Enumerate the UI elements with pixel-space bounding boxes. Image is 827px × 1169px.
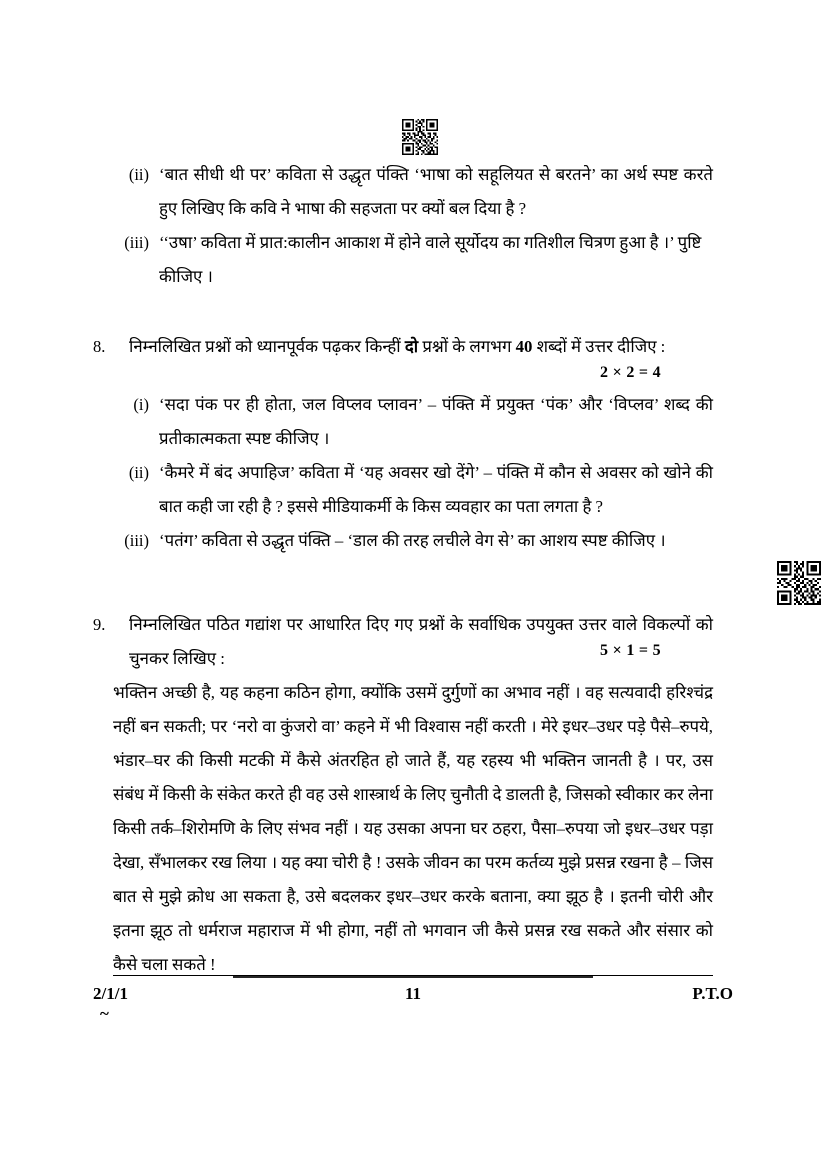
page-number: 11 (404, 984, 422, 1003)
paper-code: 2/1/1 (93, 984, 128, 1003)
question-7-item-ii (113, 158, 713, 226)
item-text-iii: ‘‘उषा’ कविता में प्रात:कालीन आकाश में होने वाले सूर्योदय का गतिशील चित्रण हुआ है ।’ पुष्टि कीजिए । (159, 233, 702, 286)
q8-stem-part1: निम्नलिखित प्रश्नों को ध्यानपूर्वक पढ़कर किन्हीं (129, 337, 405, 356)
question-8-marks: 2 × 2 = 4 (600, 364, 661, 381)
question-8-item-i-text: ‘सदा पंक पर ही होता, जल विप्लव प्लावन’ – पंक्ति में प्रयुक्त ‘पंक’ और ‘विप्लव’ शब्द की प्रतीकात्मकता स्पष्ट कीजिए । (159, 395, 713, 448)
question-9-passage (113, 676, 713, 982)
question-8-item-i (113, 388, 713, 456)
question-number-8: 8. (93, 337, 106, 356)
footer-tilde-mark: ~ (100, 1004, 109, 1023)
question-8-item-iii-text: ‘पतंग’ कविता से उद्धृत पंक्ति – ‘डाल की तरह लचीले वेग से’ का आशय स्पष्ट कीजिए । (159, 531, 666, 550)
passage-text: भक्तिन अच्छी है, यह कहना कठिन होगा, क्योंकि उसमें दुर्गुणों का अभाव नहीं । वह सत्यवादी हरिश्चंद्र नहीं बन सकती; पर ‘नरो वा कुंजरो वा’ कहने में भी विश्वास नहीं करती । मेरे इधर–उधर पड़े पैसे–रुपये, भंडार–घर की किसी मटकी में कैसे अंतरहित हो जाते हैं, यह रहस्य भी भक्तिन जानती है । पर, उस संबंध में किसी के संकेत करते ही वह उसे शास्त्रार्थ के लिए चुनौती दे डालती है, जिसको स्वीकार कर लेना किसी तर्क–शिरोमणि के लिए संभव नहीं । यह उसका अपना घर ठहरा, पैसा–रुपया जो इधर–उधर पड़ा देखा, सँभालकर रख लिया । यह क्या चोरी है ! उसके जीवन का परम कर्तव्य मुझे प्रसन्न रखना है – जिस बात से मुझे क्रोध आ सकता है, उसे बदलकर इधर–उधर करके बताना, क्या झूठ है । इतनी चोरी और इतना झूठ तो धर्मराज महाराज में भी होगा, नहीं तो भगवान जी कैसे प्रसन्न रख सकते और संसार को कैसे चला सकते ! (113, 683, 713, 974)
footer-divider (113, 975, 713, 976)
pto-label: P.T.O (692, 984, 733, 1003)
item-number-ii: (ii) (128, 165, 149, 184)
question-8-item-ii-text: ‘कैमरे में बंद अपाहिज’ कविता में ‘यह अवसर खो देंगे’ – पंक्ति में कौन से अवसर को खोने की बात कही जा रही है ? इससे मीडियाकर्मी के किस व्यवहार का पता लगता है ? (159, 463, 713, 516)
question-7-item-iii (113, 226, 713, 294)
q8-stem-bold-do: दो (404, 337, 419, 356)
question-8-item-ii (113, 456, 713, 524)
q8-stem-part3: शब्दों में उत्तर दीजिए : (532, 337, 666, 356)
page-footer (93, 984, 733, 1010)
question-9-marks: 5 × 1 = 5 (600, 642, 661, 659)
qr-code-top-icon (402, 119, 438, 155)
item-text-ii: ‘बात सीधी थी पर’ कविता से उद्धृत पंक्ति ‘भाषा को सहूलियत से बरतने’ का अर्थ स्पष्ट करते हुए लिखिए कि कवि ने भाषा की सहजता पर क्यों बल दिया है ? (159, 165, 713, 218)
item-number-i: (i) (133, 395, 149, 414)
question-9-stem: निम्नलिखित पठित गद्यांश पर आधारित दिए गए प्रश्नों के सर्वाधिक उपयुक्त उत्तर वाले विकल्पों को चुनकर लिखिए : (129, 615, 713, 668)
q8-stem-bold-40: 40 (515, 337, 533, 356)
question-number-9: 9. (93, 615, 106, 634)
item-number-iii: (iii) (124, 233, 149, 252)
qr-code-side-icon (777, 561, 821, 605)
q8-stem-part2: प्रश्नों के लगभग (418, 337, 516, 356)
item-number-ii: (ii) (128, 463, 149, 482)
item-number-iii: (iii) (124, 531, 149, 550)
question-8-item-iii (113, 524, 713, 558)
